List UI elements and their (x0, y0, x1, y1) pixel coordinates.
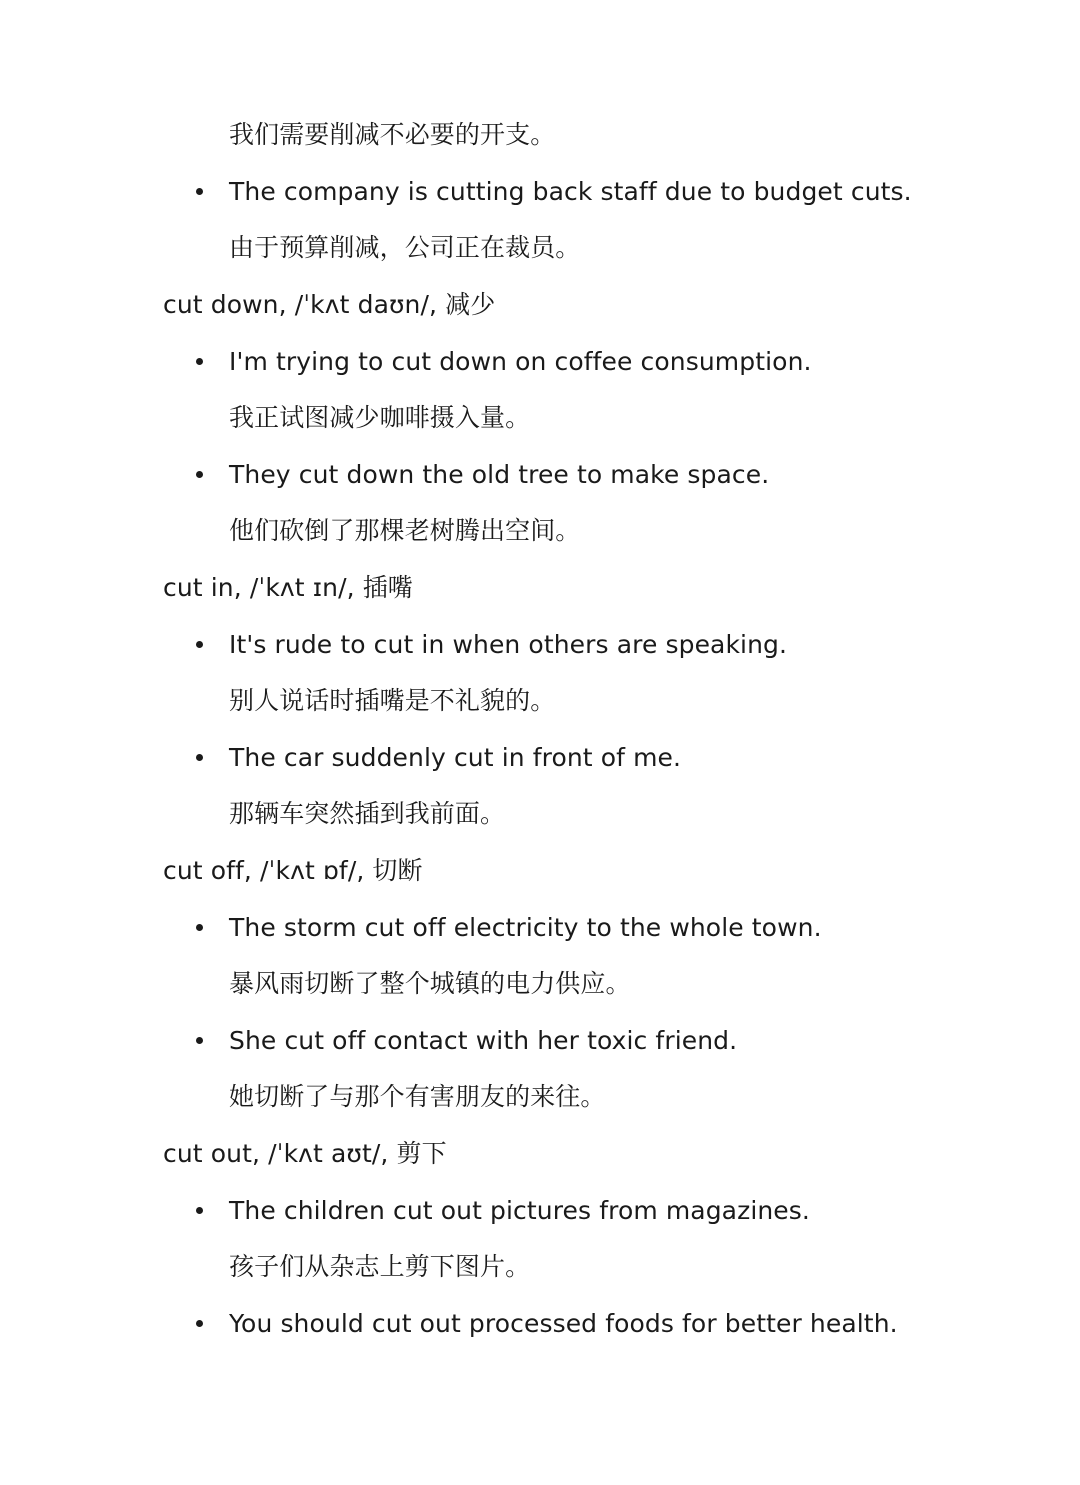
example-sentence: The car suddenly cut in front of me. (229, 743, 682, 772)
bullet-icon (196, 1207, 203, 1214)
translation-line: 我正试图减少咖啡摄入量。 (229, 403, 531, 432)
bullet-icon (196, 924, 203, 931)
example-item (196, 1025, 737, 1057)
translation-line: 暴风雨切断了整个城镇的电力供应。 (229, 969, 631, 998)
phrase-heading: cut off, /ˈkʌt ɒf/, 切断 (163, 856, 423, 885)
example-sentence: She cut off contact with her toxic friend. (229, 1026, 738, 1055)
example-item (196, 742, 681, 774)
example-sentence: The children cut out pictures from magazines. (229, 1196, 810, 1225)
bullet-icon (196, 641, 203, 648)
translation-line: 我们需要削减不必要的开支。 (229, 120, 556, 149)
translation-line: 她切断了与那个有害朋友的来往。 (229, 1082, 606, 1111)
translation-line: 孩子们从杂志上剪下图片。 (229, 1252, 531, 1281)
translation-line: 由于预算削减，公司正在裁员。 (229, 233, 581, 262)
phrase-heading: cut out, /ˈkʌt aʊt/, 剪下 (163, 1139, 447, 1168)
example-item (196, 176, 912, 208)
bullet-icon (196, 188, 203, 195)
example-sentence: It's rude to cut in when others are speaking. (229, 630, 788, 659)
translation-line: 别人说话时插嘴是不礼貌的。 (229, 686, 556, 715)
example-sentence: I'm trying to cut down on coffee consumption. (229, 347, 812, 376)
example-item (196, 459, 769, 491)
example-sentence: They cut down the old tree to make space. (229, 460, 770, 489)
bullet-icon (196, 1320, 203, 1327)
translation-line: 他们砍倒了那棵老树腾出空间。 (229, 516, 581, 545)
bullet-icon (196, 358, 203, 365)
phrase-heading: cut in, /ˈkʌt ɪn/, 插嘴 (163, 573, 413, 602)
bullet-icon (196, 471, 203, 478)
example-sentence: The storm cut off electricity to the whole town. (229, 913, 822, 942)
translation-line: 那辆车突然插到我前面。 (229, 799, 506, 828)
phrase-heading: cut down, /ˈkʌt daʊn/, 减少 (163, 290, 496, 319)
example-item (196, 346, 812, 378)
example-sentence: The company is cutting back staff due to budget cuts. (229, 177, 912, 206)
bullet-icon (196, 1037, 203, 1044)
example-sentence: You should cut out processed foods for better health. (229, 1309, 898, 1338)
example-item (196, 1308, 898, 1340)
example-item (196, 1195, 810, 1227)
bullet-icon (196, 754, 203, 761)
example-item (196, 629, 787, 661)
example-item (196, 912, 822, 944)
